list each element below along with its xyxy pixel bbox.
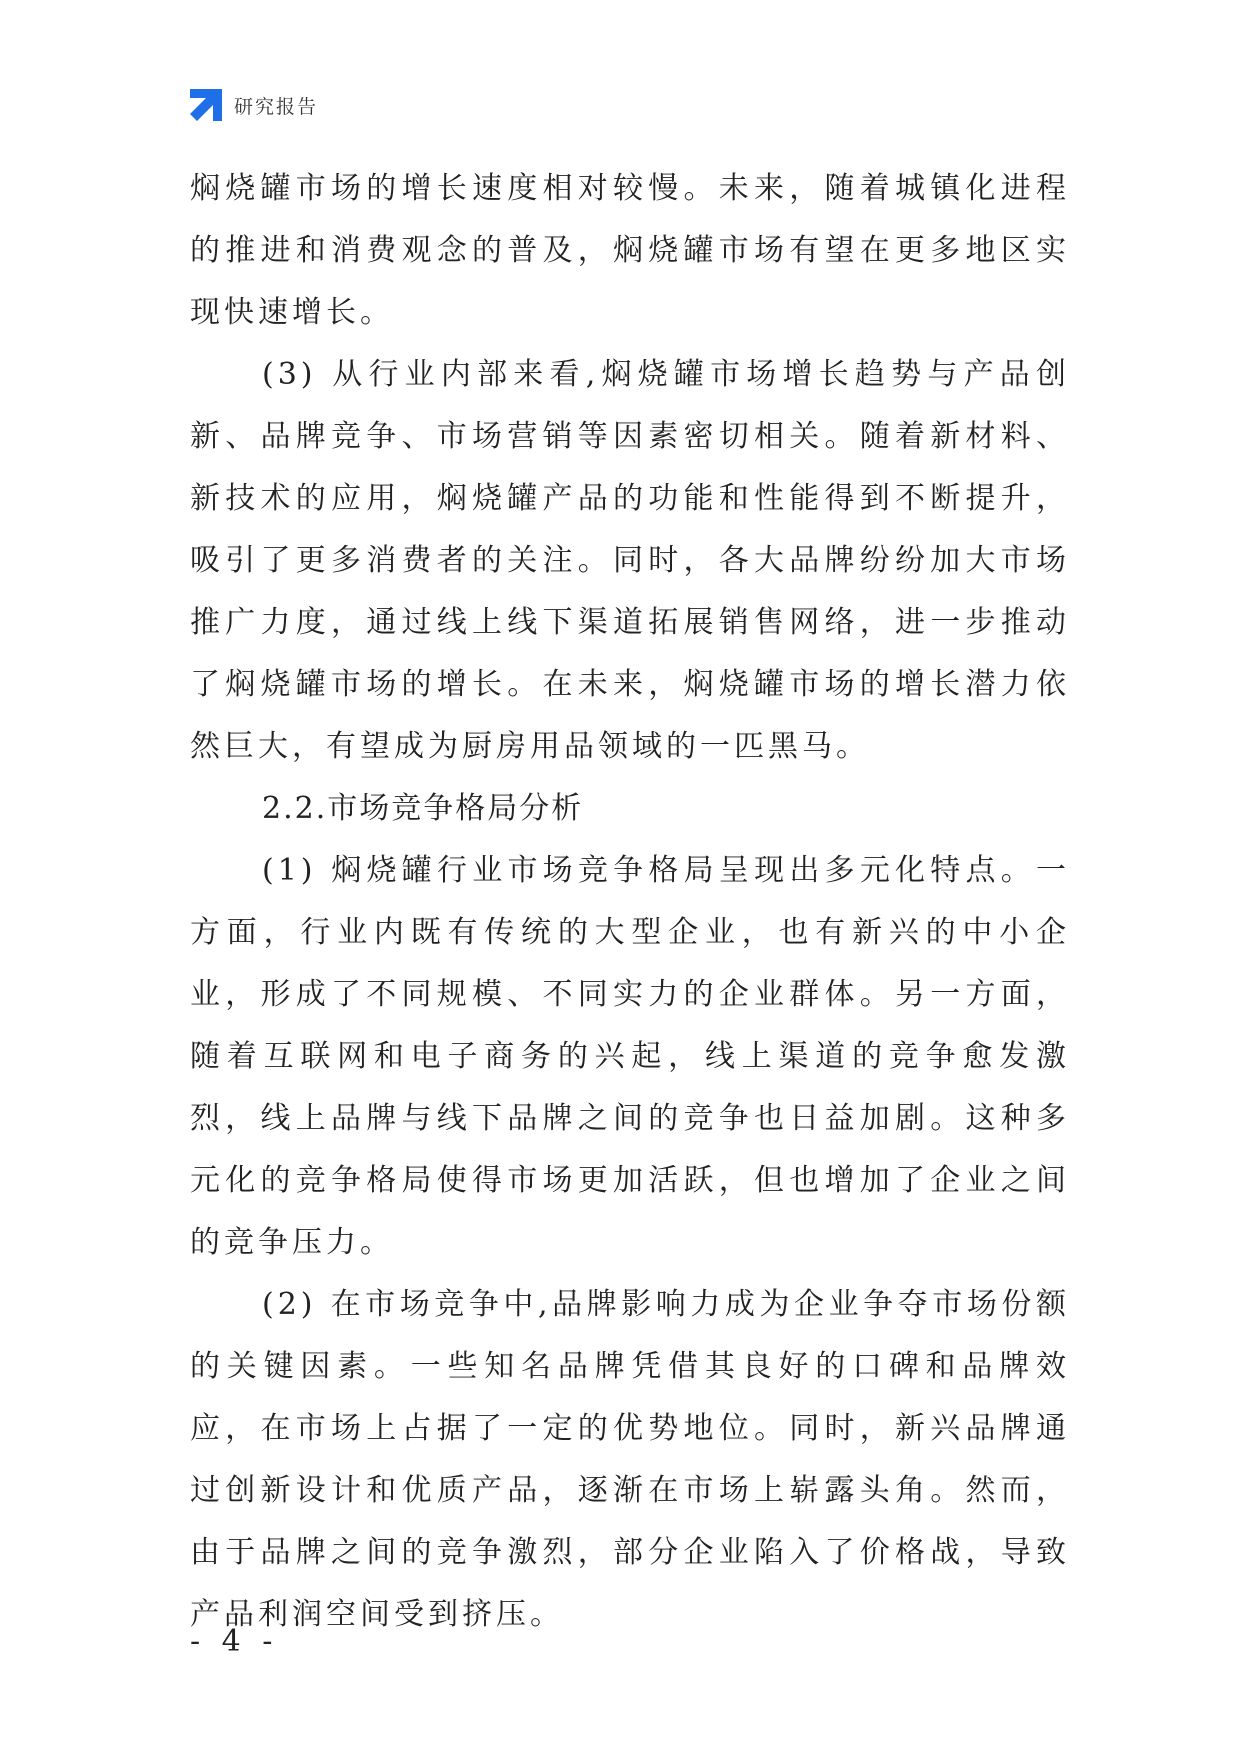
paragraph-continued: 焖烧罐市场的增长速度相对较慢。未来，随着城镇化进程的推进和消费观念的普及，焖烧罐市场有望在更多地区实现快速增长。 — [190, 171, 1070, 330]
header-title: 研究报告 — [234, 95, 319, 118]
page-header — [190, 88, 318, 122]
paragraph-competition-diversity: (1) 焖烧罐行业市场竞争格局呈现出多元化特点。一方面，行业内既有传统的大型企业，也有新兴的中小企业，形成了不同规模、不同实力的企业群体。另一方面，随着互联网和电子商务的兴起，线上渠道的竞争愈发激烈，线上品牌与线下品牌之间的竞争也日益加剧。这种多元化的竞争格局使得市场更加活跃，但也增加了企业之间的竞争压力。 — [190, 853, 1070, 1260]
document-body — [190, 158, 1070, 1646]
page-number: - 4 - — [190, 1624, 279, 1659]
paragraph-brand-influence: (2) 在市场竞争中,品牌影响力成为企业争夺市场份额的关键因素。一些知名品牌凭借其良好的口碑和品牌效应，在市场上占据了一定的优势地位。同时，新兴品牌通过创新设计和优质产品，逐渐在市场上崭露头角。然而，由于品牌之间的竞争激烈，部分企业陷入了价格战，导致产品利润空间受到挤压。 — [190, 1287, 1070, 1632]
paragraph-growth-factors: (3) 从行业内部来看,焖烧罐市场增长趋势与产品创新、品牌竞争、市场营销等因素密切相关。随着新材料、新技术的应用，焖烧罐产品的功能和性能得到不断提升，吸引了更多消费者的关注。同时，各大品牌纷纷加大市场推广力度，通过线上线下渠道拓展销售网络，进一步推动了焖烧罐市场的增长。在未来，焖烧罐市场的增长潜力依然巨大，有望成为厨房用品领域的一匹黑马。 — [190, 357, 1070, 764]
section-heading: 2.2.市场竞争格局分析 — [262, 791, 584, 826]
arrow-up-right-icon — [190, 89, 222, 121]
